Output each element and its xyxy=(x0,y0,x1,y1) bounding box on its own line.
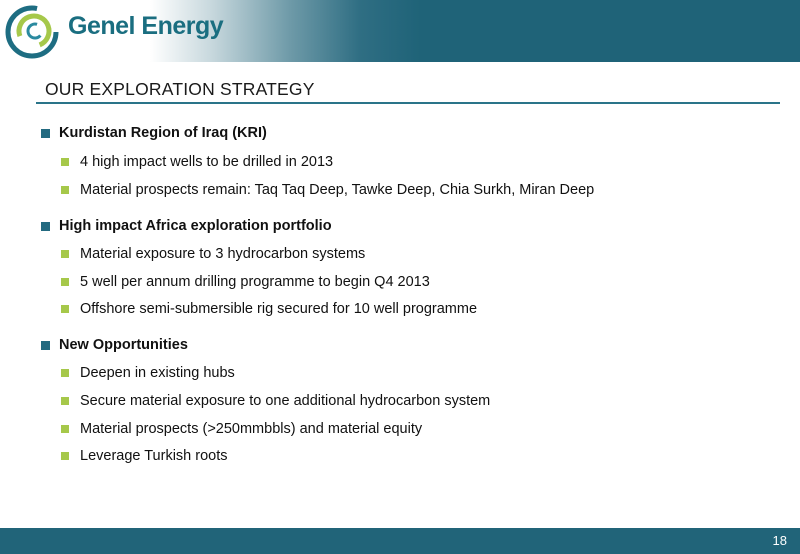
bullet-square-icon xyxy=(61,425,69,433)
list-item-text: Material exposure to 3 hydrocarbon systems xyxy=(80,246,366,262)
list-item xyxy=(80,246,365,262)
section-heading xyxy=(59,218,332,234)
bullet-square-icon xyxy=(61,250,69,258)
section-heading xyxy=(59,337,188,353)
bullet-square-icon xyxy=(61,278,69,286)
list-item-text: 4 high impact wells to be drilled in 2013 xyxy=(80,154,334,170)
list-item-text: Deepen in existing hubs xyxy=(80,365,235,381)
bullet-square-icon xyxy=(61,186,69,194)
list-item xyxy=(80,154,333,170)
header-band xyxy=(0,0,800,62)
bullet-square-icon xyxy=(61,158,69,166)
bullet-square-icon xyxy=(61,452,69,460)
title-divider xyxy=(36,102,780,104)
bullet-square-icon xyxy=(41,222,50,231)
list-item xyxy=(80,448,228,464)
bullet-square-icon xyxy=(41,341,50,350)
logo-wordmark: Genel Energy xyxy=(68,12,224,40)
genel-swirl-icon xyxy=(4,4,64,60)
list-item xyxy=(80,301,477,317)
list-item xyxy=(80,421,422,437)
company-logo xyxy=(4,4,234,60)
list-item xyxy=(80,182,594,198)
list-item xyxy=(80,274,430,290)
bullet-square-icon xyxy=(61,305,69,313)
list-item xyxy=(80,365,235,381)
list-item-text: 5 well per annum drilling programme to begin Q4 2013 xyxy=(80,274,430,290)
bullet-square-icon xyxy=(41,129,50,138)
footer-band xyxy=(0,528,800,554)
section-heading-text: High impact Africa exploration portfolio xyxy=(59,218,332,234)
list-item-text: Material prospects (>250mmbbls) and material equity xyxy=(80,421,423,437)
section-heading-text: New Opportunities xyxy=(59,337,188,353)
section-heading-text: Kurdistan Region of Iraq (KRI) xyxy=(59,125,267,141)
bullet-square-icon xyxy=(61,369,69,377)
page-number: 18 xyxy=(772,533,787,548)
slide-title: OUR EXPLORATION STRATEGY xyxy=(45,79,315,99)
list-item-text: Leverage Turkish roots xyxy=(80,448,228,464)
list-item-text: Offshore semi-submersible rig secured for 10 well programme xyxy=(80,301,478,317)
list-item-text: Material prospects remain: Taq Taq Deep, Tawke Deep, Chia Surkh, Miran Deep xyxy=(80,182,595,198)
list-item-text: Secure material exposure to one additional hydrocarbon system xyxy=(80,393,491,409)
section-heading xyxy=(59,125,267,141)
bullet-square-icon xyxy=(61,397,69,405)
list-item xyxy=(80,393,490,409)
